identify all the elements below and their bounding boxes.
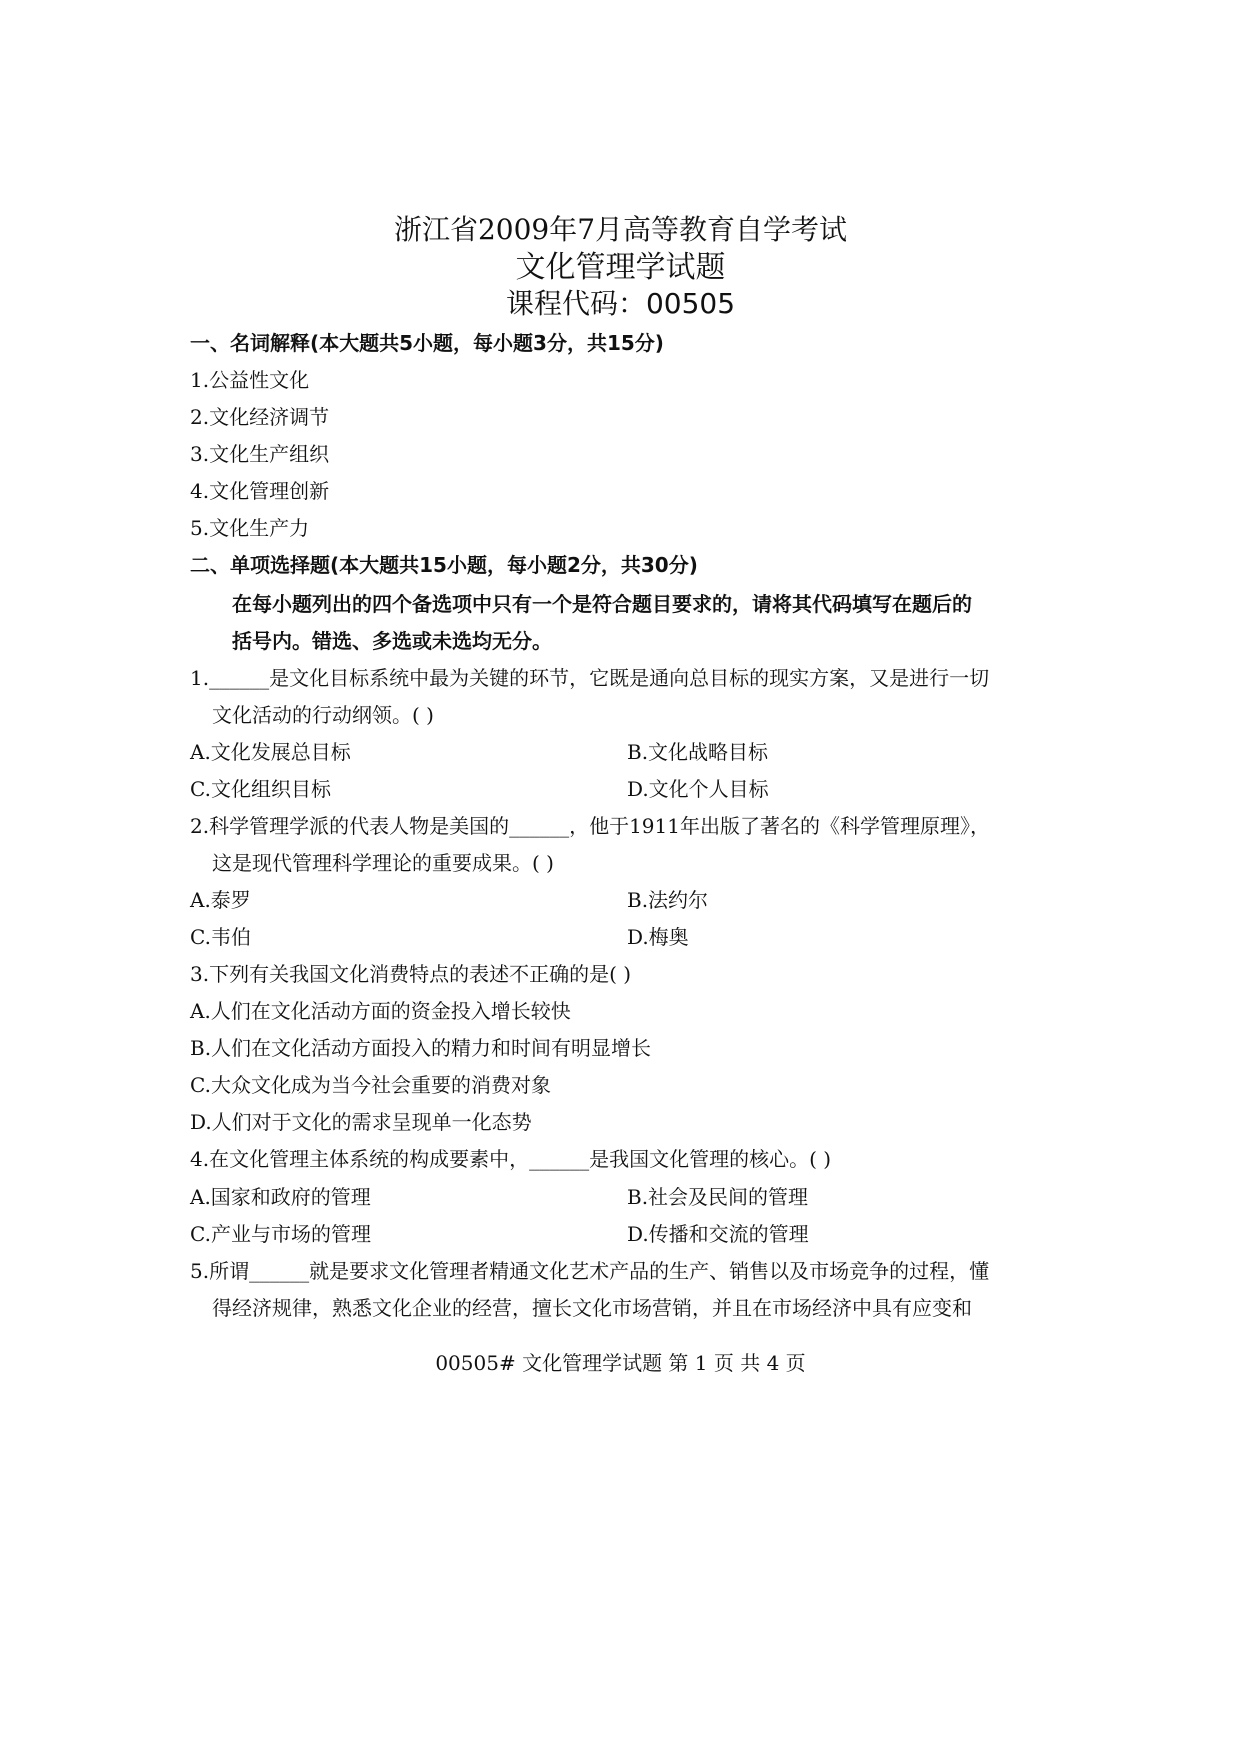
question-1-option-c: C.文化组织目标 [190, 777, 331, 801]
question-5-line2: 得经济规律，熟悉文化企业的经营，擅长文化市场营销，并且在市场经济中具有应变和 [212, 1296, 972, 1320]
question-4-option-a: A.国家和政府的管理 [190, 1185, 371, 1209]
section2-heading: 二、单项选择题(本大题共15小题，每小题2分，共30分) [190, 553, 698, 577]
question-2-option-a: A.泰罗 [190, 888, 251, 912]
question-1-option-a: A.文化发展总目标 [190, 740, 351, 764]
section1-heading: 一、名词解释(本大题共5小题，每小题3分，共15分) [190, 331, 664, 355]
question-4-option-c: C.产业与市场的管理 [190, 1222, 371, 1246]
question-1-option-d: D.文化个人目标 [627, 777, 769, 801]
question-5-line1: 5.所谓______就是要求文化管理者精通文化艺术产品的生产、销售以及市场竞争的过程，懂 [190, 1259, 990, 1283]
term-item-3: 3.文化生产组织 [190, 442, 330, 466]
question-4-line1: 4.在文化管理主体系统的构成要素中，______是我国文化管理的核心。( ) [190, 1147, 832, 1171]
term-item-4: 4.文化管理创新 [190, 479, 330, 503]
question-2-line1: 2.科学管理学派的代表人物是美国的______，他于1911年出版了著名的《科学管理原理》， [190, 814, 990, 838]
question-2-option-d: D.梅奥 [627, 925, 689, 949]
course-code: 课程代码：00505 [505, 287, 736, 320]
term-item-1: 1.公益性文化 [190, 368, 310, 392]
question-1-line1: 1.______是文化目标系统中最为关键的环节，它既是通向总目标的现实方案，又是进行一切 [190, 666, 990, 690]
question-2-option-c: C.韦伯 [190, 925, 251, 949]
subject-title: 文化管理学试题 [515, 250, 726, 285]
section2-instruction-line2: 括号内。错选、多选或未选均无分。 [232, 629, 552, 653]
section2-instruction-line1: 在每小题列出的四个备选项中只有一个是符合题目要求的，请将其代码填写在题后的 [232, 592, 972, 616]
question-1-option-b: B.文化战略目标 [627, 740, 769, 764]
term-item-5: 5.文化生产力 [190, 516, 310, 540]
question-1-line2: 文化活动的行动纲领。( ) [212, 703, 434, 727]
term-item-2: 2.文化经济调节 [190, 405, 330, 429]
page-footer: 00505# 文化管理学试题 第 1 页 共 4 页 [435, 1351, 806, 1375]
question-4-option-d: D.传播和交流的管理 [627, 1222, 809, 1246]
question-3-line1: 3.下列有关我国文化消费特点的表述不正确的是( ) [190, 962, 632, 986]
question-3-option-c: C.大众文化成为当今社会重要的消费对象 [190, 1073, 551, 1097]
exam-title: 浙江省2009年7月高等教育自学考试 [393, 213, 848, 246]
question-3-option-a: A.人们在文化活动方面的资金投入增长较快 [190, 999, 571, 1023]
question-2-line2: 这是现代管理科学理论的重要成果。( ) [212, 851, 554, 875]
question-3-option-d: D.人们对于文化的需求呈现单一化态势 [190, 1110, 532, 1134]
question-4-option-b: B.社会及民间的管理 [627, 1185, 809, 1209]
question-3-option-b: B.人们在文化活动方面投入的精力和时间有明显增长 [190, 1036, 652, 1060]
question-2-option-b: B.法约尔 [627, 888, 709, 912]
